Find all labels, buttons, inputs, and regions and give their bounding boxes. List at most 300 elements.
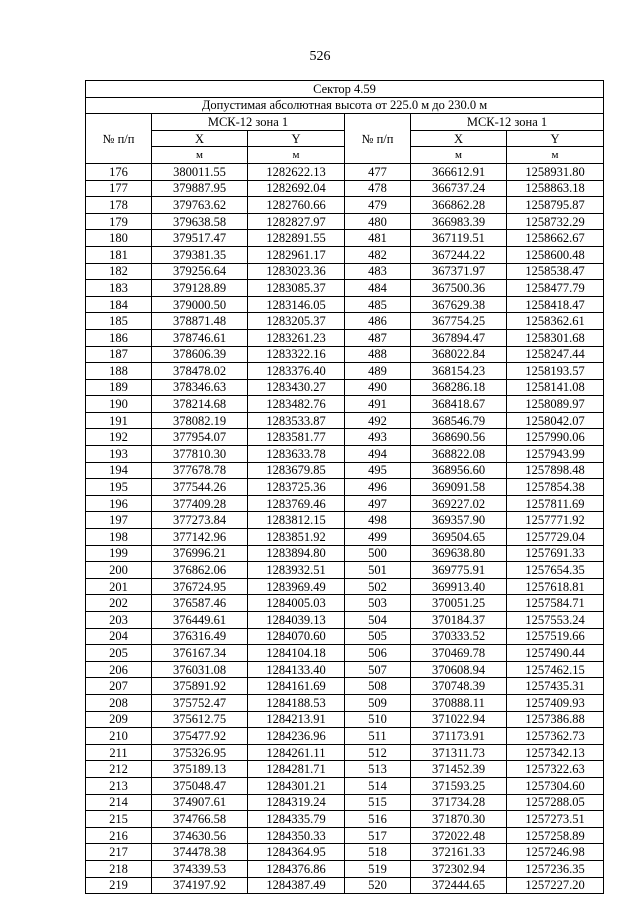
point-number-right: 487: [345, 329, 411, 346]
y-coordinate-right: 1258362.61: [507, 313, 604, 330]
table-row: [86, 363, 604, 380]
point-number-right: 519: [345, 860, 411, 877]
y-coordinate-left: 1284319.24: [248, 794, 345, 811]
y-coordinate-left: 1284261.11: [248, 744, 345, 761]
y-coordinate-left: 1284005.03: [248, 595, 345, 612]
x-coordinate-left: 379256.64: [152, 263, 248, 280]
table-row: [86, 711, 604, 728]
x-coordinate-left: 375477.92: [152, 728, 248, 745]
y-coordinate-right: 1257236.35: [507, 860, 604, 877]
table-row: [86, 213, 604, 230]
y-coordinate-right: 1257618.81: [507, 578, 604, 595]
num-header-left: № п/п: [86, 114, 152, 164]
y-coordinate-left: 1284387.49: [248, 877, 345, 894]
y-coordinate-right: 1257362.73: [507, 728, 604, 745]
x-coordinate-left: 374766.58: [152, 811, 248, 828]
x-coordinate-right: 368956.60: [411, 462, 507, 479]
table-row: [86, 744, 604, 761]
table-row: [86, 479, 604, 496]
point-number-right: 485: [345, 296, 411, 313]
x-coordinate-right: 371452.39: [411, 761, 507, 778]
y-coordinate-left: 1284376.86: [248, 860, 345, 877]
point-number-left: 196: [86, 495, 152, 512]
x-coordinate-right: 367500.36: [411, 280, 507, 297]
x-coordinate-right: 370748.39: [411, 678, 507, 695]
y-coordinate-right: 1257943.99: [507, 446, 604, 463]
point-number-right: 498: [345, 512, 411, 529]
y-coordinate-right: 1257898.48: [507, 462, 604, 479]
y-coordinate-right: 1257490.44: [507, 645, 604, 662]
x-coordinate-right: 370469.78: [411, 645, 507, 662]
x-coordinate-left: 377544.26: [152, 479, 248, 496]
point-number-left: 207: [86, 678, 152, 695]
x-coordinate-left: 379638.58: [152, 213, 248, 230]
table-row: [86, 794, 604, 811]
point-number-left: 184: [86, 296, 152, 313]
point-number-right: 494: [345, 446, 411, 463]
y-coordinate-left: 1282760.66: [248, 197, 345, 214]
y-coordinate-right: 1258795.87: [507, 197, 604, 214]
y-coordinate-left: 1284335.79: [248, 811, 345, 828]
point-number-right: 505: [345, 628, 411, 645]
point-number-right: 510: [345, 711, 411, 728]
point-number-left: 206: [86, 661, 152, 678]
y-coordinate-left: 1283581.77: [248, 429, 345, 446]
x-coordinate-left: 377273.84: [152, 512, 248, 529]
y-coordinate-left: 1284070.60: [248, 628, 345, 645]
point-number-left: 216: [86, 827, 152, 844]
x-coordinate-left: 376449.61: [152, 612, 248, 629]
y-coordinate-right: 1257227.20: [507, 877, 604, 894]
point-number-right: 506: [345, 645, 411, 662]
y-coordinate-left: 1284188.53: [248, 694, 345, 711]
point-number-left: 179: [86, 213, 152, 230]
table-row: [86, 396, 604, 413]
x-coordinate-left: 376031.08: [152, 661, 248, 678]
point-number-right: 507: [345, 661, 411, 678]
point-number-left: 205: [86, 645, 152, 662]
x-coordinate-right: 369091.58: [411, 479, 507, 496]
coordinates-table: [85, 80, 604, 894]
x-coordinate-right: 368822.08: [411, 446, 507, 463]
point-number-left: 197: [86, 512, 152, 529]
point-number-left: 201: [86, 578, 152, 595]
y-coordinate-right: 1257854.38: [507, 479, 604, 496]
system-header-right: МСК-12 зона 1: [411, 114, 604, 131]
x-coordinate-left: 378214.68: [152, 396, 248, 413]
point-number-right: 484: [345, 280, 411, 297]
point-number-left: 213: [86, 777, 152, 794]
point-number-left: 181: [86, 246, 152, 263]
point-number-left: 177: [86, 180, 152, 197]
y-coordinate-right: 1257342.13: [507, 744, 604, 761]
point-number-right: 495: [345, 462, 411, 479]
point-number-right: 511: [345, 728, 411, 745]
table-row: [86, 545, 604, 562]
table-row: [86, 313, 604, 330]
point-number-right: 502: [345, 578, 411, 595]
point-number-left: 190: [86, 396, 152, 413]
y-coordinate-left: 1282891.55: [248, 230, 345, 247]
point-number-left: 180: [86, 230, 152, 247]
point-number-right: 499: [345, 529, 411, 546]
point-number-left: 208: [86, 694, 152, 711]
point-number-left: 204: [86, 628, 152, 645]
point-number-right: 516: [345, 811, 411, 828]
height-title: Допустимая абсолютная высота от 225.0 м до 230.0 м: [86, 97, 604, 114]
point-number-right: 493: [345, 429, 411, 446]
y-coordinate-left: 1283769.46: [248, 495, 345, 512]
y-coordinate-right: 1257304.60: [507, 777, 604, 794]
x-coordinate-left: 378082.19: [152, 412, 248, 429]
y-coordinate-left: 1283725.36: [248, 479, 345, 496]
table-row: [86, 379, 604, 396]
point-number-left: 188: [86, 363, 152, 380]
x-coordinate-right: 368022.84: [411, 346, 507, 363]
x-coordinate-left: 376316.49: [152, 628, 248, 645]
y-coordinate-left: 1283482.76: [248, 396, 345, 413]
y-coordinate-left: 1284364.95: [248, 844, 345, 861]
y-coordinate-right: 1257654.35: [507, 562, 604, 579]
x-coordinate-right: 366862.28: [411, 197, 507, 214]
num-header-right: № п/п: [345, 114, 411, 164]
x-coordinate-right: 366983.39: [411, 213, 507, 230]
y-coordinate-right: 1258193.57: [507, 363, 604, 380]
x-coordinate-right: 367119.51: [411, 230, 507, 247]
point-number-right: 489: [345, 363, 411, 380]
x-header-left: X: [152, 130, 248, 147]
point-number-right: 497: [345, 495, 411, 512]
y-coordinate-right: 1258418.47: [507, 296, 604, 313]
y-coordinate-left: 1283679.85: [248, 462, 345, 479]
point-number-left: 191: [86, 412, 152, 429]
x-coordinate-right: 370051.25: [411, 595, 507, 612]
table-row: [86, 197, 604, 214]
point-number-right: 478: [345, 180, 411, 197]
point-number-left: 218: [86, 860, 152, 877]
table-row: [86, 661, 604, 678]
table-row: [86, 529, 604, 546]
y-coordinate-left: 1283322.16: [248, 346, 345, 363]
x-coordinate-left: 379128.89: [152, 280, 248, 297]
point-number-right: 513: [345, 761, 411, 778]
point-number-left: 215: [86, 811, 152, 828]
x-coordinate-left: 375048.47: [152, 777, 248, 794]
x-coordinate-left: 378746.61: [152, 329, 248, 346]
y-coordinate-right: 1257519.66: [507, 628, 604, 645]
y-coordinate-left: 1282622.13: [248, 163, 345, 180]
y-header-right: Y: [507, 130, 604, 147]
point-number-right: 512: [345, 744, 411, 761]
point-number-right: 504: [345, 612, 411, 629]
point-number-left: 192: [86, 429, 152, 446]
y-coordinate-right: 1257811.69: [507, 495, 604, 512]
y-coordinate-right: 1258089.97: [507, 396, 604, 413]
y-coordinate-left: 1284350.33: [248, 827, 345, 844]
x-coordinate-right: 372161.33: [411, 844, 507, 861]
x-coordinate-right: 372022.48: [411, 827, 507, 844]
x-coordinate-left: 378871.48: [152, 313, 248, 330]
table-row: [86, 761, 604, 778]
x-coordinate-right: 370888.11: [411, 694, 507, 711]
x-coordinate-left: 377810.30: [152, 446, 248, 463]
x-coordinate-left: 374197.92: [152, 877, 248, 894]
table-row: [86, 446, 604, 463]
x-coordinate-left: 376587.46: [152, 595, 248, 612]
table-row: [86, 346, 604, 363]
x-coordinate-left: 375189.13: [152, 761, 248, 778]
x-coordinate-right: 368286.18: [411, 379, 507, 396]
point-number-right: 480: [345, 213, 411, 230]
x-coordinate-left: 378478.02: [152, 363, 248, 380]
y-coordinate-right: 1257273.51: [507, 811, 604, 828]
y-unit-right: м: [507, 147, 604, 164]
y-coordinate-right: 1257435.31: [507, 678, 604, 695]
point-number-right: 517: [345, 827, 411, 844]
x-coordinate-right: 369504.65: [411, 529, 507, 546]
table-row: [86, 296, 604, 313]
x-coordinate-right: 367754.25: [411, 313, 507, 330]
y-coordinate-right: 1258042.07: [507, 412, 604, 429]
x-coordinate-left: 375752.47: [152, 694, 248, 711]
y-coordinate-left: 1283261.23: [248, 329, 345, 346]
y-coordinate-right: 1257990.06: [507, 429, 604, 446]
x-coordinate-left: 375891.92: [152, 678, 248, 695]
table-row: [86, 512, 604, 529]
y-coordinate-left: 1284301.21: [248, 777, 345, 794]
table-row: [86, 462, 604, 479]
y-unit-left: м: [248, 147, 345, 164]
table-row: [86, 495, 604, 512]
x-coordinate-right: 366612.91: [411, 163, 507, 180]
x-coordinate-left: 374630.56: [152, 827, 248, 844]
y-coordinate-left: 1283430.27: [248, 379, 345, 396]
y-coordinate-right: 1258247.44: [507, 346, 604, 363]
y-coordinate-left: 1282961.17: [248, 246, 345, 263]
y-coordinate-left: 1284213.91: [248, 711, 345, 728]
point-number-left: 195: [86, 479, 152, 496]
y-coordinate-right: 1258477.79: [507, 280, 604, 297]
y-coordinate-right: 1257729.04: [507, 529, 604, 546]
x-coordinate-right: 370333.52: [411, 628, 507, 645]
x-coordinate-right: 372302.94: [411, 860, 507, 877]
page-number: 526: [309, 49, 331, 64]
y-coordinate-right: 1257386.88: [507, 711, 604, 728]
y-coordinate-left: 1283894.80: [248, 545, 345, 562]
x-coordinate-left: 377142.96: [152, 529, 248, 546]
y-coordinate-left: 1284236.96: [248, 728, 345, 745]
x-coordinate-left: 377954.07: [152, 429, 248, 446]
y-coordinate-right: 1258538.47: [507, 263, 604, 280]
point-number-left: 194: [86, 462, 152, 479]
x-coordinate-right: 370184.37: [411, 612, 507, 629]
table-row: [86, 163, 604, 180]
point-number-right: 509: [345, 694, 411, 711]
y-coordinate-left: 1282692.04: [248, 180, 345, 197]
point-number-left: 209: [86, 711, 152, 728]
x-coordinate-right: 368154.23: [411, 363, 507, 380]
point-number-right: 490: [345, 379, 411, 396]
sector-title: Сектор 4.59: [86, 81, 604, 98]
table-row: [86, 429, 604, 446]
x-coordinate-right: 371593.25: [411, 777, 507, 794]
point-number-left: 199: [86, 545, 152, 562]
y-coordinate-right: 1257691.33: [507, 545, 604, 562]
point-number-left: 178: [86, 197, 152, 214]
point-number-left: 203: [86, 612, 152, 629]
x-coordinate-right: 371173.91: [411, 728, 507, 745]
y-coordinate-left: 1282827.97: [248, 213, 345, 230]
point-number-right: 515: [345, 794, 411, 811]
point-number-left: 200: [86, 562, 152, 579]
point-number-left: 202: [86, 595, 152, 612]
point-number-right: 479: [345, 197, 411, 214]
point-number-left: 217: [86, 844, 152, 861]
y-coordinate-right: 1258301.68: [507, 329, 604, 346]
y-coordinate-left: 1284133.40: [248, 661, 345, 678]
table-row: [86, 728, 604, 745]
x-coordinate-right: 368546.79: [411, 412, 507, 429]
y-coordinate-right: 1257553.24: [507, 612, 604, 629]
y-coordinate-right: 1257288.05: [507, 794, 604, 811]
table-row: [86, 811, 604, 828]
x-coordinate-left: 376167.34: [152, 645, 248, 662]
y-coordinate-right: 1258662.67: [507, 230, 604, 247]
point-number-right: 477: [345, 163, 411, 180]
x-coordinate-left: 379000.50: [152, 296, 248, 313]
x-coordinate-left: 379517.47: [152, 230, 248, 247]
x-coordinate-right: 367629.38: [411, 296, 507, 313]
table-row: [86, 246, 604, 263]
x-coordinate-left: 376724.95: [152, 578, 248, 595]
x-coordinate-left: 374478.38: [152, 844, 248, 861]
point-number-right: 501: [345, 562, 411, 579]
x-coordinate-right: 368418.67: [411, 396, 507, 413]
x-coordinate-right: 369357.90: [411, 512, 507, 529]
x-coordinate-left: 374907.61: [152, 794, 248, 811]
table-row: [86, 578, 604, 595]
table-row: [86, 827, 604, 844]
table-row: [86, 595, 604, 612]
table-row: [86, 263, 604, 280]
y-coordinate-left: 1284281.71: [248, 761, 345, 778]
x-coordinate-left: 380011.55: [152, 163, 248, 180]
x-unit-right: м: [411, 147, 507, 164]
y-header-left: Y: [248, 130, 345, 147]
x-coordinate-left: 374339.53: [152, 860, 248, 877]
x-coordinate-left: 376862.06: [152, 562, 248, 579]
x-coordinate-left: 379381.35: [152, 246, 248, 263]
x-coordinate-right: 371022.94: [411, 711, 507, 728]
x-coordinate-right: 369227.02: [411, 495, 507, 512]
x-coordinate-left: 378606.39: [152, 346, 248, 363]
point-number-right: 486: [345, 313, 411, 330]
y-coordinate-left: 1283023.36: [248, 263, 345, 280]
x-coordinate-left: 379887.95: [152, 180, 248, 197]
y-coordinate-left: 1283146.05: [248, 296, 345, 313]
y-coordinate-left: 1284104.18: [248, 645, 345, 662]
point-number-right: 482: [345, 246, 411, 263]
table-row: [86, 280, 604, 297]
table-row: [86, 777, 604, 794]
y-coordinate-left: 1283633.78: [248, 446, 345, 463]
y-coordinate-left: 1283932.51: [248, 562, 345, 579]
y-coordinate-left: 1283533.87: [248, 412, 345, 429]
table-row: [86, 329, 604, 346]
point-number-right: 500: [345, 545, 411, 562]
table-row: [86, 180, 604, 197]
point-number-right: 520: [345, 877, 411, 894]
point-number-left: 186: [86, 329, 152, 346]
point-number-right: 518: [345, 844, 411, 861]
point-number-right: 481: [345, 230, 411, 247]
point-number-left: 193: [86, 446, 152, 463]
x-coordinate-right: 370608.94: [411, 661, 507, 678]
point-number-right: 496: [345, 479, 411, 496]
table-row: [86, 645, 604, 662]
y-coordinate-right: 1257409.93: [507, 694, 604, 711]
point-number-left: 182: [86, 263, 152, 280]
y-coordinate-right: 1257258.89: [507, 827, 604, 844]
y-coordinate-right: 1258931.80: [507, 163, 604, 180]
x-coordinate-left: 375612.75: [152, 711, 248, 728]
point-number-left: 189: [86, 379, 152, 396]
table-row: [86, 412, 604, 429]
y-coordinate-left: 1283851.92: [248, 529, 345, 546]
point-number-right: 514: [345, 777, 411, 794]
y-coordinate-right: 1257584.71: [507, 595, 604, 612]
x-unit-left: м: [152, 147, 248, 164]
x-coordinate-right: 367244.22: [411, 246, 507, 263]
point-number-left: 187: [86, 346, 152, 363]
x-coordinate-left: 376996.21: [152, 545, 248, 562]
y-coordinate-left: 1283969.49: [248, 578, 345, 595]
x-coordinate-right: 369775.91: [411, 562, 507, 579]
table-row: [86, 877, 604, 894]
y-coordinate-left: 1283205.37: [248, 313, 345, 330]
x-coordinate-left: 379763.62: [152, 197, 248, 214]
y-coordinate-left: 1284039.13: [248, 612, 345, 629]
y-coordinate-left: 1283376.40: [248, 363, 345, 380]
system-header-left: МСК-12 зона 1: [152, 114, 345, 131]
point-number-right: 488: [345, 346, 411, 363]
y-coordinate-right: 1258600.48: [507, 246, 604, 263]
x-coordinate-left: 375326.95: [152, 744, 248, 761]
x-coordinate-right: 369638.80: [411, 545, 507, 562]
y-coordinate-right: 1257322.63: [507, 761, 604, 778]
point-number-right: 492: [345, 412, 411, 429]
table-row: [86, 562, 604, 579]
x-coordinate-right: 366737.24: [411, 180, 507, 197]
point-number-left: 210: [86, 728, 152, 745]
y-coordinate-right: 1257462.15: [507, 661, 604, 678]
x-coordinate-left: 378346.63: [152, 379, 248, 396]
table-row: [86, 230, 604, 247]
table-row: [86, 628, 604, 645]
y-coordinate-right: 1257246.98: [507, 844, 604, 861]
y-coordinate-right: 1258732.29: [507, 213, 604, 230]
point-number-left: 198: [86, 529, 152, 546]
y-coordinate-right: 1257771.92: [507, 512, 604, 529]
table-row: [86, 678, 604, 695]
x-coordinate-right: 371870.30: [411, 811, 507, 828]
point-number-right: 503: [345, 595, 411, 612]
point-number-right: 483: [345, 263, 411, 280]
x-coordinate-left: 377409.28: [152, 495, 248, 512]
point-number-right: 508: [345, 678, 411, 695]
point-number-left: 214: [86, 794, 152, 811]
x-coordinate-right: 367894.47: [411, 329, 507, 346]
